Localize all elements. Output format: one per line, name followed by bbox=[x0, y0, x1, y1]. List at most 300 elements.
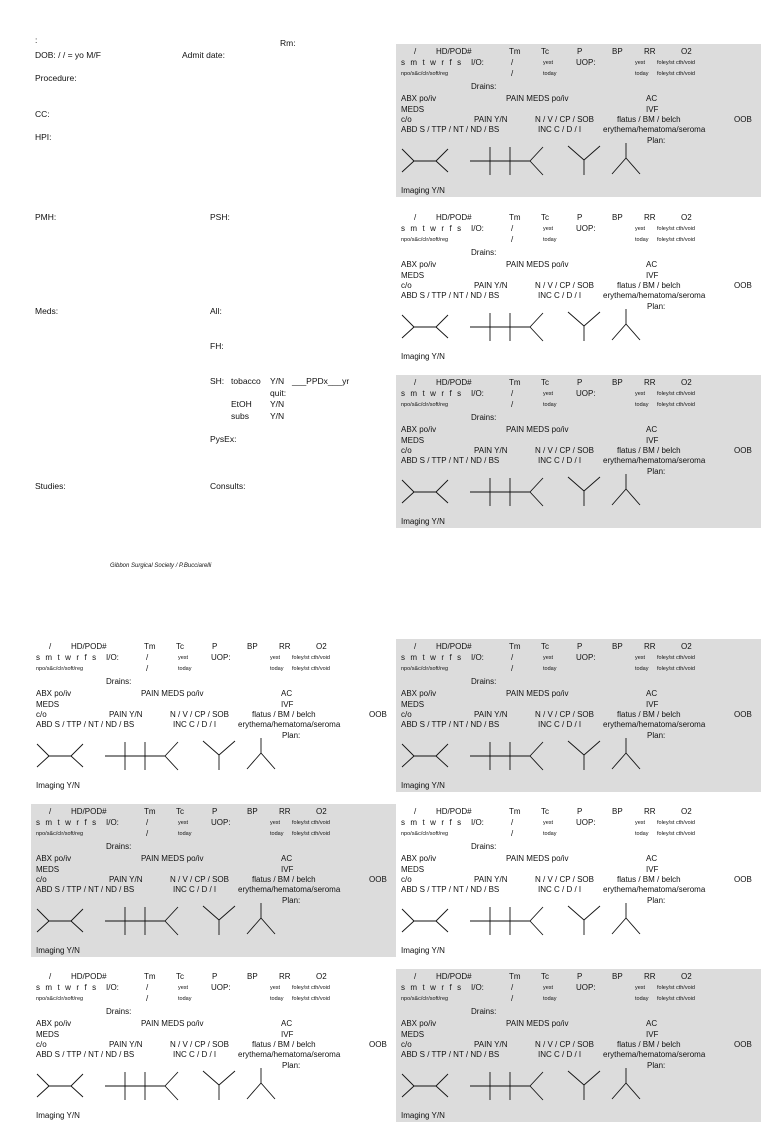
oob-label: OOB bbox=[734, 446, 752, 455]
plan-label: Plan: bbox=[647, 731, 666, 740]
pulse-label: P bbox=[577, 378, 583, 387]
procedure-label: Procedure: bbox=[35, 73, 77, 83]
pain-yn: PAIN Y/N bbox=[474, 875, 508, 884]
imaging-yn: Imaging Y/N bbox=[401, 186, 445, 195]
lab-diagram-stroke bbox=[37, 756, 49, 767]
hd-pod-label: HD/POD# bbox=[436, 47, 472, 56]
complaints-label: c/o bbox=[401, 281, 412, 290]
note-slash: / bbox=[414, 213, 417, 222]
tm-label: Tm bbox=[144, 642, 156, 651]
abx-label: ABX po/iv bbox=[36, 1019, 72, 1028]
complaints-label: c/o bbox=[401, 875, 412, 884]
pmh-label: PMH: bbox=[35, 212, 57, 222]
uop-yest-label: yest bbox=[635, 655, 646, 661]
o2-label: O2 bbox=[681, 47, 692, 56]
lab-values-diagram bbox=[396, 969, 761, 1122]
incision-options: INC C / D / I bbox=[538, 720, 582, 729]
abx-label: ABX po/iv bbox=[401, 425, 437, 434]
lab-diagram-stroke bbox=[436, 480, 448, 492]
abd-exam-options: ABD S / TTP / NT / ND / BS bbox=[36, 720, 135, 729]
lab-diagram-stroke bbox=[612, 1083, 626, 1099]
diet-options: npo/s&c/clr/soft/reg bbox=[36, 666, 84, 672]
lab-diagram-stroke bbox=[568, 741, 584, 755]
o2-label: O2 bbox=[316, 642, 327, 651]
lab-diagram-stroke bbox=[436, 327, 448, 338]
nv-cp-sob-options: N / V / CP / SOB bbox=[535, 1040, 594, 1049]
lab-diagram-stroke bbox=[203, 741, 219, 755]
hd-pod-label: HD/POD# bbox=[436, 378, 472, 387]
uop-today-label: today bbox=[635, 237, 649, 243]
admit-date-label: Admit date: bbox=[182, 50, 225, 60]
foley-options-yest: foley/st cth/void bbox=[292, 820, 330, 826]
diet-options: npo/s&c/clr/soft/reg bbox=[401, 831, 449, 837]
lab-values-diagram bbox=[396, 44, 761, 197]
tc-label: Tc bbox=[541, 378, 549, 387]
lab-diagram-stroke bbox=[584, 312, 600, 326]
yest-label: yest bbox=[543, 391, 554, 397]
plan-label: Plan: bbox=[647, 467, 666, 476]
pain-meds-label: PAIN MEDS po/iv bbox=[506, 260, 569, 269]
lab-diagram-stroke bbox=[530, 313, 543, 327]
complaints-label: c/o bbox=[401, 1040, 412, 1049]
foley-options-today: foley/st cth/void bbox=[657, 402, 695, 408]
drains-label: Drains: bbox=[471, 248, 497, 257]
abd-exam-options: ABD S / TTP / NT / ND / BS bbox=[401, 291, 500, 300]
lab-diagram-stroke bbox=[402, 1074, 414, 1086]
uop-today-label: today bbox=[270, 996, 284, 1002]
foley-options-today: foley/st cth/void bbox=[657, 996, 695, 1002]
cc-label: CC: bbox=[35, 109, 50, 119]
hd-pod-label: HD/POD# bbox=[436, 642, 472, 651]
uop-label: UOP: bbox=[211, 983, 231, 992]
uop-label: UOP: bbox=[576, 653, 596, 662]
lab-diagram-stroke bbox=[402, 161, 414, 172]
ivf-label: IVF bbox=[646, 436, 659, 445]
lab-diagram-stroke bbox=[261, 918, 275, 934]
diet-options: npo/s&c/clr/soft/reg bbox=[401, 237, 449, 243]
nv-cp-sob-options: N / V / CP / SOB bbox=[535, 875, 594, 884]
foley-options-yest: foley/st cth/void bbox=[657, 655, 695, 661]
lab-diagram-stroke bbox=[530, 161, 543, 175]
wound-options: erythema/hematoma/seroma bbox=[603, 456, 706, 465]
lab-diagram-stroke bbox=[626, 158, 640, 174]
lab-diagram-stroke bbox=[584, 741, 600, 755]
pulse-label: P bbox=[577, 642, 583, 651]
meds-label: MEDS bbox=[36, 1030, 60, 1039]
wound-options: erythema/hematoma/seroma bbox=[238, 1050, 341, 1059]
foley-options-today: foley/st cth/void bbox=[657, 71, 695, 77]
lab-diagram-stroke bbox=[626, 918, 640, 934]
tobacco-label: tobacco bbox=[231, 376, 261, 386]
progress-note-block bbox=[396, 639, 761, 792]
pain-yn: PAIN Y/N bbox=[109, 710, 143, 719]
pain-meds-label: PAIN MEDS po/iv bbox=[506, 689, 569, 698]
rr-label: RR bbox=[279, 642, 291, 651]
today-label: today bbox=[543, 996, 557, 1002]
tm-label: Tm bbox=[509, 47, 521, 56]
flatus-bm-belch-options: flatus / BM / belch bbox=[617, 1040, 681, 1049]
lab-diagram-stroke bbox=[568, 146, 584, 160]
ppd-years: ___PPDx___yr bbox=[292, 376, 350, 386]
io-slash-today: / bbox=[146, 664, 149, 673]
family-history-label: FH: bbox=[210, 341, 224, 351]
blank-colon: : bbox=[35, 35, 38, 45]
lab-diagram-stroke bbox=[626, 753, 640, 769]
lab-diagram-stroke bbox=[203, 1071, 219, 1085]
pulse-label: P bbox=[212, 972, 218, 981]
lab-diagram-stroke bbox=[530, 742, 543, 756]
etoh-label: EtOH bbox=[231, 399, 252, 409]
plan-label: Plan: bbox=[282, 731, 301, 740]
imaging-yn: Imaging Y/N bbox=[401, 946, 445, 955]
lab-diagram-stroke bbox=[37, 921, 49, 932]
complaints-label: c/o bbox=[36, 710, 47, 719]
uop-yest-label: yest bbox=[635, 60, 646, 66]
ac-label: AC bbox=[281, 1019, 293, 1028]
lab-values-diagram bbox=[396, 639, 761, 792]
yest-label: yest bbox=[543, 60, 554, 66]
drains-label: Drains: bbox=[106, 1007, 132, 1016]
foley-options-today: foley/st cth/void bbox=[292, 666, 330, 672]
note-slash: / bbox=[414, 642, 417, 651]
lab-diagram-stroke bbox=[436, 921, 448, 932]
subs-label: subs bbox=[231, 411, 249, 421]
progress-note-block bbox=[31, 804, 396, 957]
lab-diagram-stroke bbox=[568, 477, 584, 491]
lab-diagram-stroke bbox=[219, 741, 235, 755]
subs-yn: Y/N bbox=[270, 411, 285, 421]
diet-options: npo/s&c/clr/soft/reg bbox=[401, 996, 449, 1002]
abx-label: ABX po/iv bbox=[401, 260, 437, 269]
io-label: I/O: bbox=[471, 653, 484, 662]
flatus-bm-belch-options: flatus / BM / belch bbox=[617, 281, 681, 290]
bp-label: BP bbox=[612, 642, 623, 651]
dob-label: DOB: / / = yo M/F bbox=[35, 50, 101, 60]
lab-diagram-stroke bbox=[612, 489, 626, 505]
tm-label: Tm bbox=[144, 972, 156, 981]
wound-options: erythema/hematoma/seroma bbox=[603, 885, 706, 894]
pain-meds-label: PAIN MEDS po/iv bbox=[141, 1019, 204, 1028]
pain-meds-label: PAIN MEDS po/iv bbox=[506, 854, 569, 863]
lab-diagram-stroke bbox=[436, 1086, 448, 1097]
lab-diagram-stroke bbox=[530, 147, 543, 161]
lab-diagram-stroke bbox=[37, 744, 49, 756]
abx-label: ABX po/iv bbox=[401, 689, 437, 698]
physical-exam-label: PysEx: bbox=[210, 434, 237, 444]
lab-diagram-stroke bbox=[37, 1086, 49, 1097]
uop-yest-label: yest bbox=[635, 391, 646, 397]
tc-label: Tc bbox=[176, 972, 184, 981]
yest-label: yest bbox=[543, 820, 554, 826]
o2-label: O2 bbox=[681, 213, 692, 222]
diet-options: npo/s&c/clr/soft/reg bbox=[36, 831, 84, 837]
bp-label: BP bbox=[247, 807, 258, 816]
io-slash-today: / bbox=[146, 829, 149, 838]
nv-cp-sob-options: N / V / CP / SOB bbox=[170, 875, 229, 884]
io-slash-yest: / bbox=[146, 653, 149, 662]
pain-yn: PAIN Y/N bbox=[474, 710, 508, 719]
foley-options-yest: foley/st cth/void bbox=[292, 655, 330, 661]
foley-options-today: foley/st cth/void bbox=[657, 237, 695, 243]
yest-label: yest bbox=[543, 985, 554, 991]
plan-label: Plan: bbox=[647, 896, 666, 905]
lab-diagram-stroke bbox=[247, 1083, 261, 1099]
io-label: I/O: bbox=[471, 389, 484, 398]
meds-label: MEDS bbox=[401, 105, 425, 114]
today-label: today bbox=[543, 71, 557, 77]
lab-diagram-stroke bbox=[37, 1074, 49, 1086]
abd-exam-options: ABD S / TTP / NT / ND / BS bbox=[401, 885, 500, 894]
note-slash: / bbox=[414, 972, 417, 981]
meds-label: MEDS bbox=[401, 271, 425, 280]
note-slash: / bbox=[414, 807, 417, 816]
lab-diagram-stroke bbox=[584, 477, 600, 491]
ac-label: AC bbox=[646, 94, 658, 103]
ac-label: AC bbox=[646, 854, 658, 863]
ivf-label: IVF bbox=[281, 865, 294, 874]
io-slash-yest: / bbox=[511, 389, 514, 398]
io-label: I/O: bbox=[106, 653, 119, 662]
lab-values-diagram bbox=[396, 804, 761, 957]
progress-note-block bbox=[396, 804, 761, 957]
footer-credit: Gibbon Surgical Society / P.Bucciarelli bbox=[110, 563, 212, 569]
drains-label: Drains: bbox=[106, 677, 132, 686]
tc-label: Tc bbox=[541, 807, 549, 816]
lab-diagram-stroke bbox=[165, 1072, 178, 1086]
lab-diagram-stroke bbox=[530, 1072, 543, 1086]
studies-label: Studies: bbox=[35, 481, 66, 491]
lab-diagram-stroke bbox=[402, 327, 414, 338]
io-slash-today: / bbox=[511, 235, 514, 244]
lab-diagram-stroke bbox=[568, 906, 584, 920]
lab-diagram-stroke bbox=[530, 492, 543, 506]
rr-label: RR bbox=[644, 972, 656, 981]
nv-cp-sob-options: N / V / CP / SOB bbox=[535, 281, 594, 290]
drains-label: Drains: bbox=[471, 842, 497, 851]
foley-options-yest: foley/st cth/void bbox=[657, 226, 695, 232]
social-history-label: SH: bbox=[210, 376, 225, 386]
progress-note-block bbox=[396, 44, 761, 197]
ivf-label: IVF bbox=[646, 1030, 659, 1039]
lab-diagram-stroke bbox=[436, 756, 448, 767]
lab-values-diagram bbox=[396, 210, 761, 363]
oob-label: OOB bbox=[369, 875, 387, 884]
rr-label: RR bbox=[279, 807, 291, 816]
hd-pod-label: HD/POD# bbox=[436, 807, 472, 816]
plan-label: Plan: bbox=[647, 136, 666, 145]
uop-yest-label: yest bbox=[270, 820, 281, 826]
complaints-label: c/o bbox=[401, 115, 412, 124]
bp-label: BP bbox=[612, 213, 623, 222]
pain-yn: PAIN Y/N bbox=[474, 446, 508, 455]
lab-diagram-stroke bbox=[436, 744, 448, 756]
etoh-yn: Y/N bbox=[270, 399, 285, 409]
o2-label: O2 bbox=[681, 807, 692, 816]
uop-yest-label: yest bbox=[270, 985, 281, 991]
lab-diagram-stroke bbox=[71, 909, 83, 921]
io-slash-today: / bbox=[511, 664, 514, 673]
lab-diagram-stroke bbox=[203, 906, 219, 920]
lab-values-diagram bbox=[31, 969, 396, 1122]
abd-exam-options: ABD S / TTP / NT / ND / BS bbox=[401, 720, 500, 729]
pulse-label: P bbox=[577, 807, 583, 816]
progress-note-block bbox=[396, 375, 761, 528]
io-slash-yest: / bbox=[511, 58, 514, 67]
lab-diagram-stroke bbox=[261, 1083, 275, 1099]
ac-label: AC bbox=[646, 689, 658, 698]
progress-note-block bbox=[31, 969, 396, 1122]
abx-label: ABX po/iv bbox=[401, 94, 437, 103]
lab-diagram-stroke bbox=[436, 909, 448, 921]
tm-label: Tm bbox=[509, 213, 521, 222]
ac-label: AC bbox=[646, 425, 658, 434]
lab-diagram-stroke bbox=[71, 744, 83, 756]
flatus-bm-belch-options: flatus / BM / belch bbox=[617, 115, 681, 124]
o2-label: O2 bbox=[681, 378, 692, 387]
today-label: today bbox=[543, 831, 557, 837]
ivf-label: IVF bbox=[281, 1030, 294, 1039]
hd-pod-label: HD/POD# bbox=[71, 972, 107, 981]
imaging-yn: Imaging Y/N bbox=[401, 352, 445, 361]
foley-options-yest: foley/st cth/void bbox=[657, 391, 695, 397]
yest-label: yest bbox=[178, 820, 189, 826]
oob-label: OOB bbox=[734, 281, 752, 290]
bp-label: BP bbox=[612, 972, 623, 981]
diet-options: npo/s&c/clr/soft/reg bbox=[401, 666, 449, 672]
lab-diagram-stroke bbox=[530, 921, 543, 935]
diet-options: npo/s&c/clr/soft/reg bbox=[401, 402, 449, 408]
incision-options: INC C / D / I bbox=[538, 291, 582, 300]
lab-diagram-stroke bbox=[247, 918, 261, 934]
drains-label: Drains: bbox=[471, 677, 497, 686]
tc-label: Tc bbox=[541, 642, 549, 651]
allergies-label: All: bbox=[210, 306, 222, 316]
plan-label: Plan: bbox=[282, 1061, 301, 1070]
rr-label: RR bbox=[644, 807, 656, 816]
bp-label: BP bbox=[612, 807, 623, 816]
flatus-bm-belch-options: flatus / BM / belch bbox=[617, 710, 681, 719]
weekday-selector: s m t w r f s bbox=[401, 983, 463, 992]
progress-note-block bbox=[396, 969, 761, 1122]
nv-cp-sob-options: N / V / CP / SOB bbox=[535, 710, 594, 719]
note-slash: / bbox=[49, 972, 52, 981]
tc-label: Tc bbox=[176, 807, 184, 816]
lab-diagram-stroke bbox=[612, 324, 626, 340]
weekday-selector: s m t w r f s bbox=[36, 653, 98, 662]
foley-options-yest: foley/st cth/void bbox=[657, 60, 695, 66]
rr-label: RR bbox=[279, 972, 291, 981]
tm-label: Tm bbox=[144, 807, 156, 816]
lab-diagram-stroke bbox=[71, 1086, 83, 1097]
imaging-yn: Imaging Y/N bbox=[401, 517, 445, 526]
pain-yn: PAIN Y/N bbox=[474, 281, 508, 290]
uop-label: UOP: bbox=[211, 653, 231, 662]
io-slash-yest: / bbox=[511, 818, 514, 827]
lab-diagram-stroke bbox=[165, 1086, 178, 1100]
lab-diagram-stroke bbox=[165, 756, 178, 770]
abd-exam-options: ABD S / TTP / NT / ND / BS bbox=[401, 1050, 500, 1059]
hd-pod-label: HD/POD# bbox=[71, 807, 107, 816]
weekday-selector: s m t w r f s bbox=[401, 389, 463, 398]
plan-label: Plan: bbox=[282, 896, 301, 905]
lab-diagram-stroke bbox=[612, 918, 626, 934]
abx-label: ABX po/iv bbox=[401, 1019, 437, 1028]
lab-diagram-stroke bbox=[71, 1074, 83, 1086]
lab-diagram-stroke bbox=[219, 906, 235, 920]
bp-label: BP bbox=[612, 47, 623, 56]
wound-options: erythema/hematoma/seroma bbox=[238, 720, 341, 729]
pain-yn: PAIN Y/N bbox=[109, 1040, 143, 1049]
drains-label: Drains: bbox=[471, 82, 497, 91]
today-label: today bbox=[543, 666, 557, 672]
bp-label: BP bbox=[247, 972, 258, 981]
incision-options: INC C / D / I bbox=[173, 720, 217, 729]
meds-label: MEDS bbox=[401, 1030, 425, 1039]
io-label: I/O: bbox=[106, 818, 119, 827]
hpi-label: HPI: bbox=[35, 132, 52, 142]
lab-diagram-stroke bbox=[584, 146, 600, 160]
nv-cp-sob-options: N / V / CP / SOB bbox=[170, 710, 229, 719]
uop-yest-label: yest bbox=[635, 820, 646, 826]
weekday-selector: s m t w r f s bbox=[401, 58, 463, 67]
lab-diagram-stroke bbox=[530, 756, 543, 770]
oob-label: OOB bbox=[369, 710, 387, 719]
meds-label: MEDS bbox=[36, 700, 60, 709]
pain-meds-label: PAIN MEDS po/iv bbox=[506, 94, 569, 103]
lab-diagram-stroke bbox=[165, 742, 178, 756]
tm-label: Tm bbox=[509, 378, 521, 387]
foley-options-yest: foley/st cth/void bbox=[657, 985, 695, 991]
foley-options-today: foley/st cth/void bbox=[657, 666, 695, 672]
yest-label: yest bbox=[543, 655, 554, 661]
imaging-yn: Imaging Y/N bbox=[36, 1111, 80, 1120]
plan-label: Plan: bbox=[647, 302, 666, 311]
lab-diagram-stroke bbox=[37, 909, 49, 921]
o2-label: O2 bbox=[681, 972, 692, 981]
pain-yn: PAIN Y/N bbox=[474, 115, 508, 124]
today-label: today bbox=[178, 666, 192, 672]
uop-label: UOP: bbox=[576, 983, 596, 992]
ivf-label: IVF bbox=[646, 865, 659, 874]
o2-label: O2 bbox=[681, 642, 692, 651]
io-slash-yest: / bbox=[146, 983, 149, 992]
uop-today-label: today bbox=[635, 996, 649, 1002]
incision-options: INC C / D / I bbox=[173, 885, 217, 894]
nv-cp-sob-options: N / V / CP / SOB bbox=[170, 1040, 229, 1049]
ivf-label: IVF bbox=[646, 105, 659, 114]
note-slash: / bbox=[49, 642, 52, 651]
uop-today-label: today bbox=[635, 402, 649, 408]
pain-meds-label: PAIN MEDS po/iv bbox=[141, 689, 204, 698]
rr-label: RR bbox=[644, 213, 656, 222]
abx-label: ABX po/iv bbox=[36, 689, 72, 698]
oob-label: OOB bbox=[734, 710, 752, 719]
bp-label: BP bbox=[612, 378, 623, 387]
abd-exam-options: ABD S / TTP / NT / ND / BS bbox=[36, 885, 135, 894]
meds-label: MEDS bbox=[401, 700, 425, 709]
lab-diagram-stroke bbox=[626, 324, 640, 340]
io-label: I/O: bbox=[471, 224, 484, 233]
abx-label: ABX po/iv bbox=[36, 854, 72, 863]
incision-options: INC C / D / I bbox=[173, 1050, 217, 1059]
tc-label: Tc bbox=[541, 213, 549, 222]
incision-options: INC C / D / I bbox=[538, 456, 582, 465]
ac-label: AC bbox=[646, 260, 658, 269]
incision-options: INC C / D / I bbox=[538, 1050, 582, 1059]
yest-label: yest bbox=[543, 226, 554, 232]
weekday-selector: s m t w r f s bbox=[401, 818, 463, 827]
ivf-label: IVF bbox=[646, 271, 659, 280]
